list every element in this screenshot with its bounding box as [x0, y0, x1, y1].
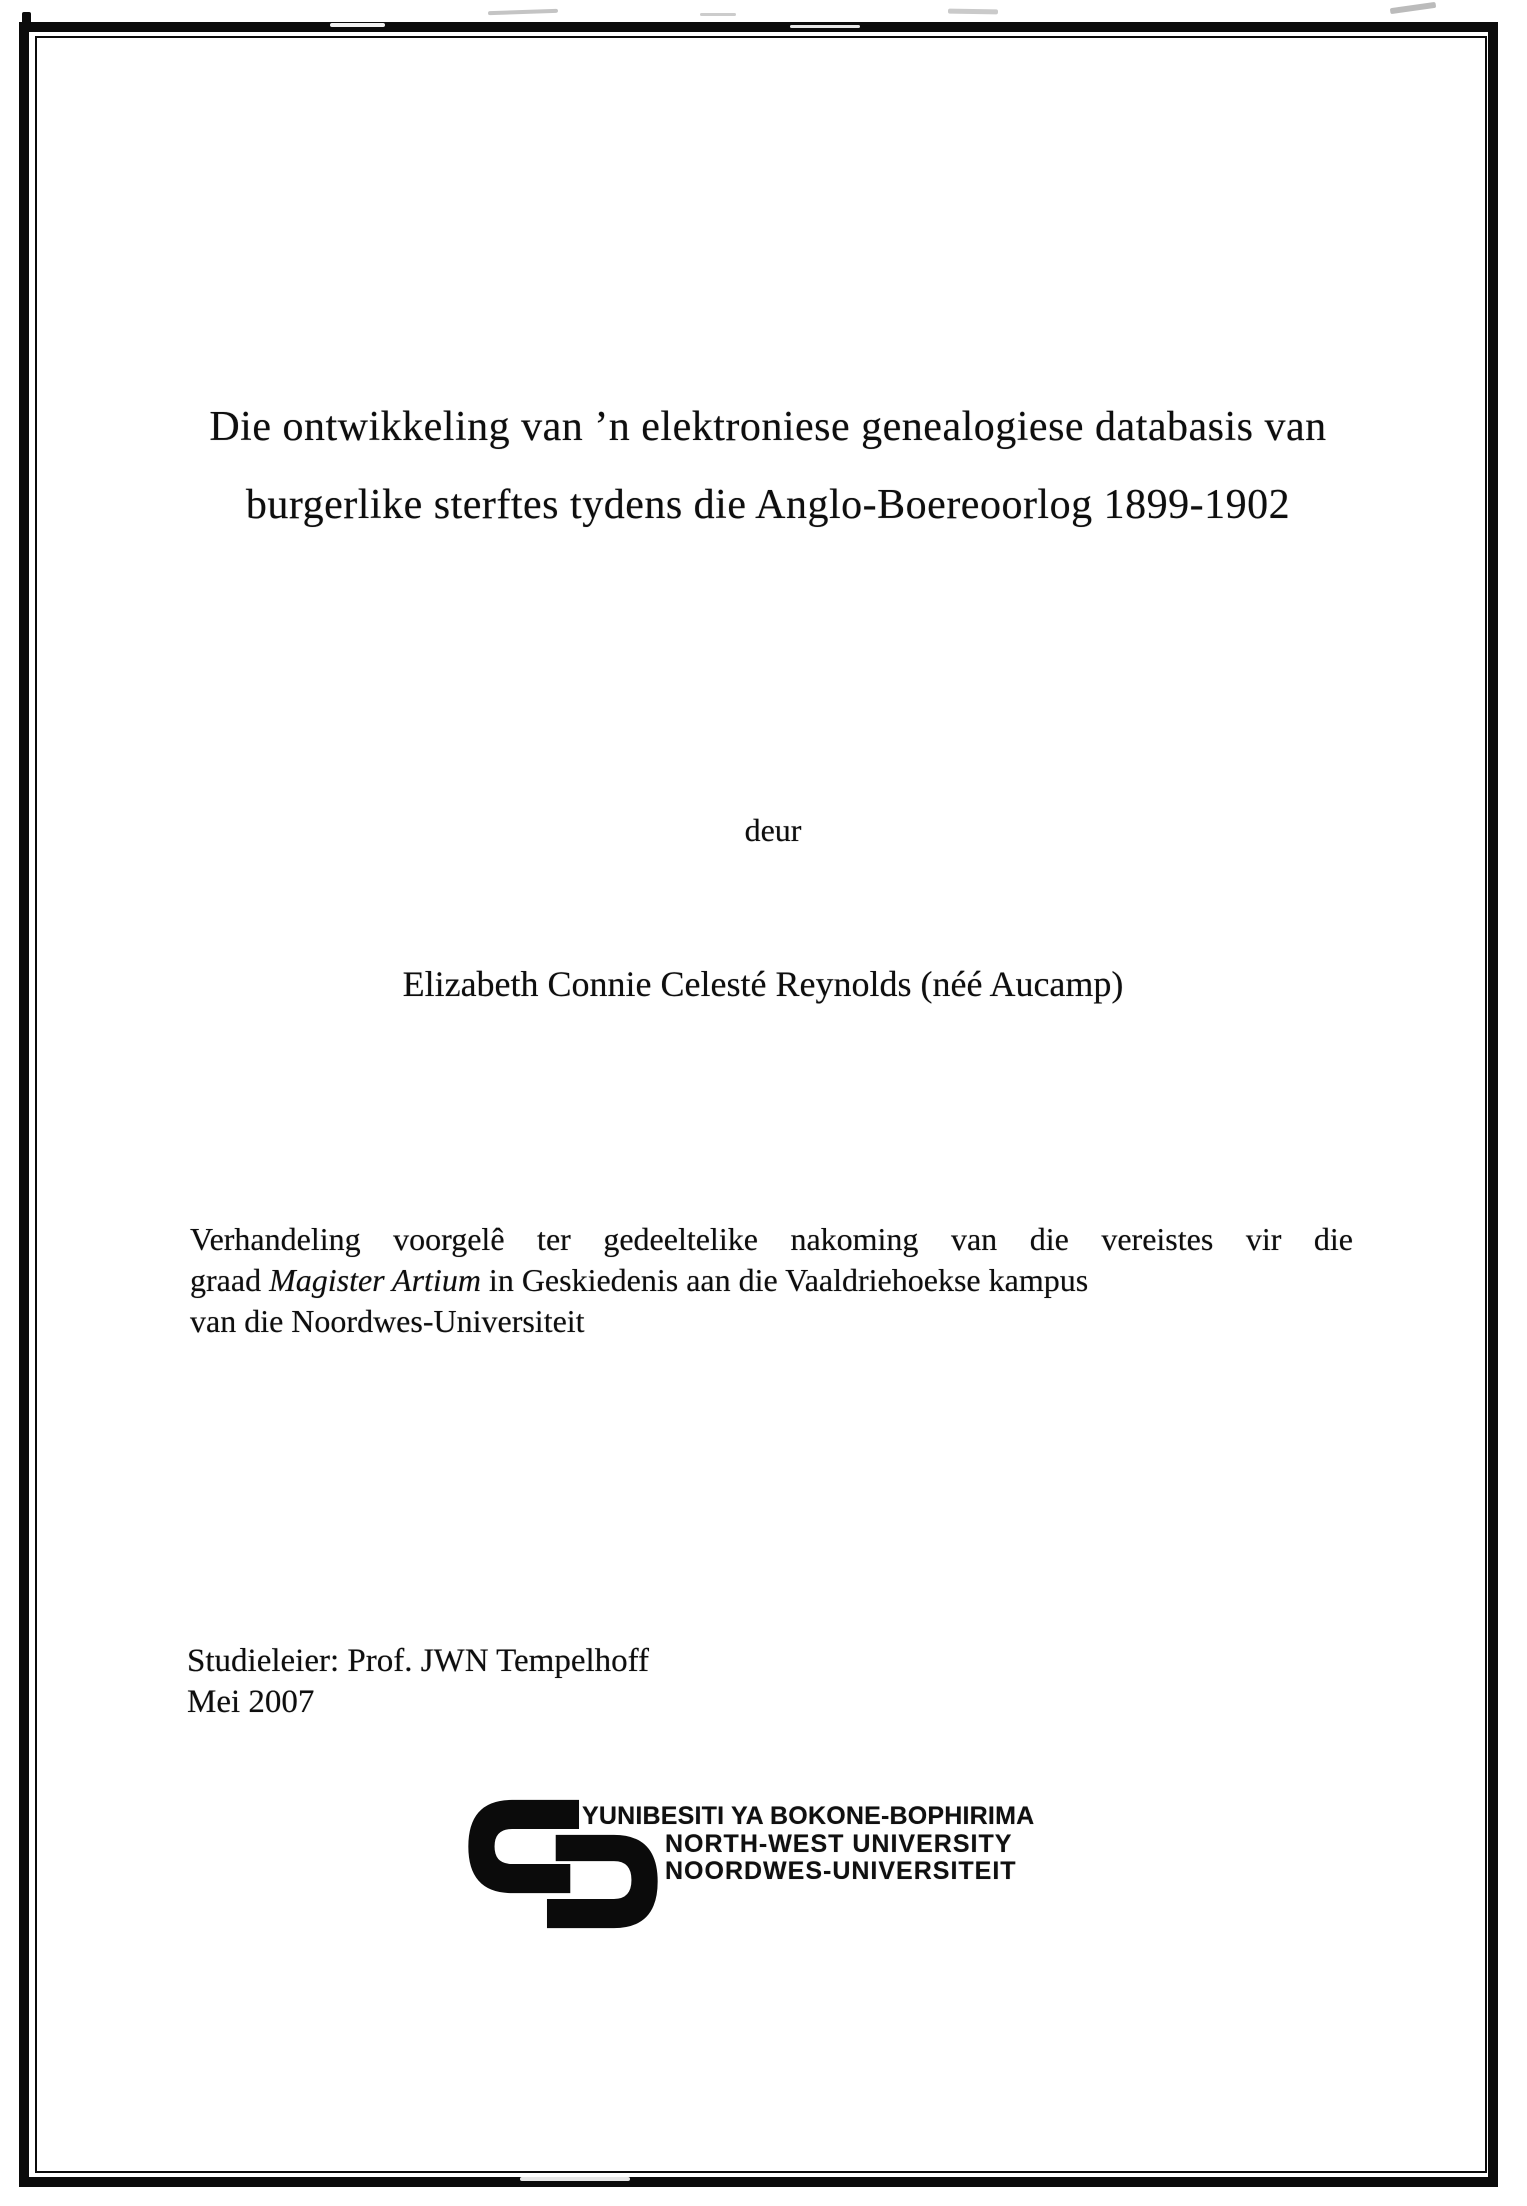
author-name: Elizabeth Connie Celesté Reynolds (néé Aucamp) [402, 964, 1124, 1004]
degree-name-italic: Magister Artium [269, 1262, 481, 1298]
thesis-title-line1: Die ontwikkeling van ’n elektroniese genealogiese databasis van [209, 404, 1327, 450]
declaration-line3: van die Noordwes-Universiteit [190, 1303, 585, 1339]
university-name-english: NORTH-WEST UNIVERSITY [665, 1830, 1013, 1858]
declaration-line2 [190, 1260, 1353, 1301]
thesis-title [153, 388, 1383, 544]
declaration-line1: Verhandeling voorgelê ter gedeeltelike nakoming van die vereistes vir die [190, 1221, 1353, 1257]
scan-artifact [330, 23, 385, 27]
university-logo [465, 1795, 1105, 1940]
declaration-paragraph [190, 1219, 1353, 1342]
declaration-line2-prefix: graad [190, 1262, 270, 1298]
scan-artifact [488, 9, 558, 15]
byline-label: deur [744, 812, 802, 848]
university-name-afrikaans: NOORDWES-UNIVERSITEIT [665, 1857, 1017, 1885]
scan-artifact [520, 2177, 630, 2181]
scan-artifact [962, 2174, 1042, 2177]
supervisor-block [187, 1641, 649, 1723]
scan-artifact [948, 9, 998, 15]
thesis-title-line2: burgerlike sterftes tydens die Anglo-Boereoorlog 1899-1902 [245, 482, 1291, 528]
supervisor-line: Studieleier: Prof. JWN Tempelhoff [187, 1643, 650, 1679]
declaration-line2-suffix: in Geskiedenis aan die Vaaldriehoekse kampus [480, 1262, 1089, 1298]
scan-artifact [22, 12, 31, 24]
scan-artifact [1390, 2, 1436, 14]
date-line: Mei 2007 [187, 1684, 315, 1720]
scan-artifact [790, 25, 860, 28]
university-name-setswana: YUNIBESITI YA BOKONE-BOPHIRIMA [582, 1802, 1035, 1830]
scan-artifact [700, 13, 736, 16]
